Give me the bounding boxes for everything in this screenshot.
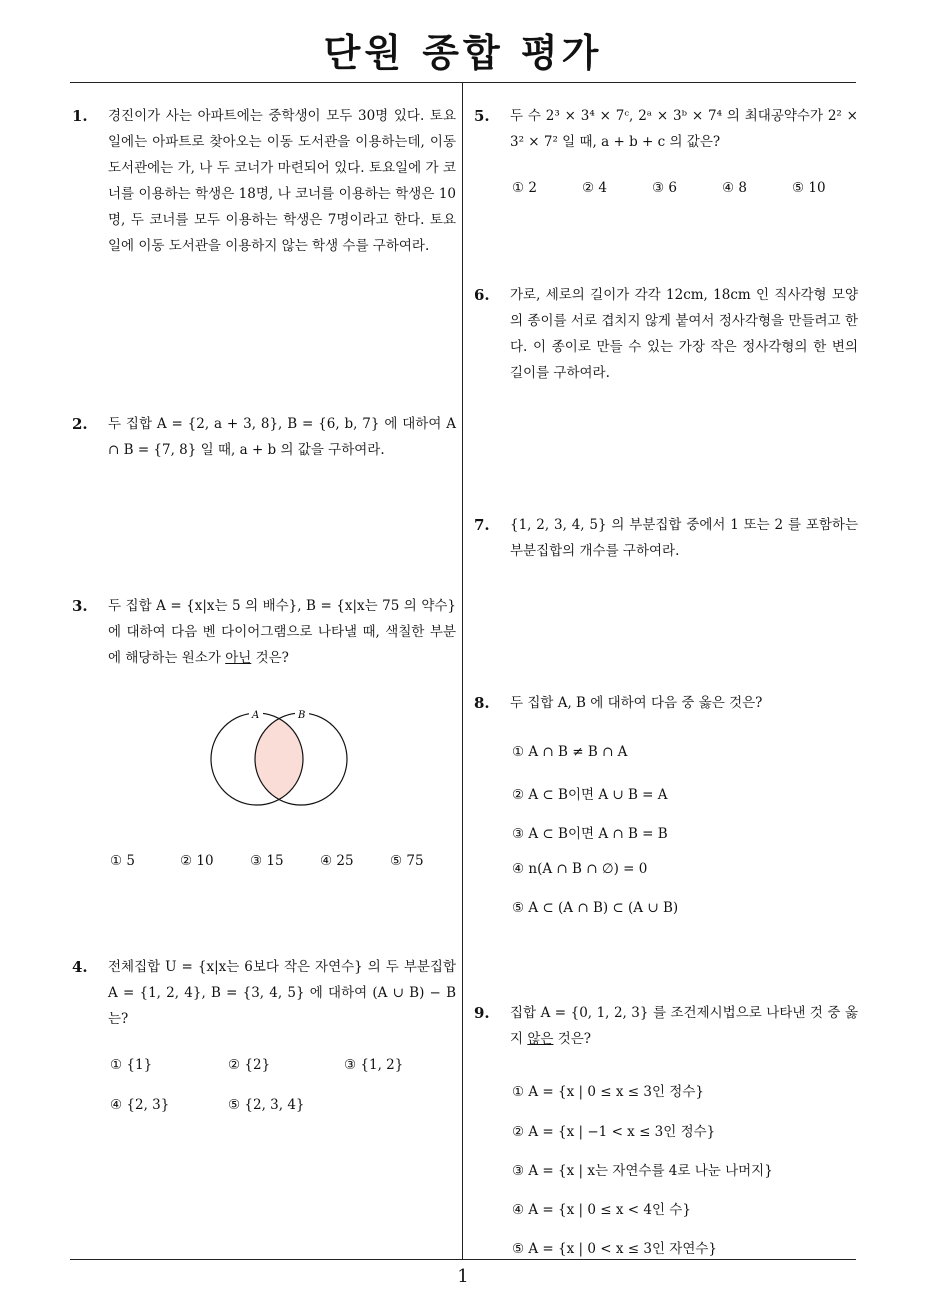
question-3: [72, 593, 456, 671]
column-divider: [462, 83, 463, 1259]
question-2: [72, 411, 456, 463]
choice-item[interactable]: ② 10: [180, 853, 214, 869]
question-number: 3.: [72, 597, 88, 615]
top-rule: [70, 82, 856, 83]
emphasis-underline: 않은: [527, 1031, 554, 1047]
choice-item[interactable]: ③ A = {x | x는 자연수를 4로 나눈 나머지}: [512, 1163, 773, 1179]
choice-item[interactable]: ① {1}: [110, 1057, 153, 1073]
venn-label-a: A: [252, 710, 260, 721]
question-number: 7.: [474, 516, 490, 534]
choice-item[interactable]: ② {2}: [228, 1057, 271, 1073]
question-number: 4.: [72, 958, 88, 976]
venn-label-b: B: [298, 710, 306, 721]
question-text: 전체집합 U = {x|x는 6보다 작은 자연수} 의 두 부분집합 A = {1, 2, 4}, B = {3, 4, 5} 에 대하여 (A ∪ B) − B 는?: [108, 959, 456, 1027]
question-text: {1, 2, 3, 4, 5} 의 부분집합 중에서 1 또는 2 를 포함하는 부분집합의 개수를 구하여라.: [510, 517, 858, 559]
question-number: 2.: [72, 415, 88, 433]
question-number: 9.: [474, 1004, 490, 1022]
choice-item[interactable]: ⑤ A ⊂ (A ∩ B) ⊂ (A ∪ B): [512, 900, 679, 916]
choice-item[interactable]: ② A ⊂ B이면 A ∪ B = A: [512, 787, 668, 803]
question-4: [72, 954, 456, 1032]
choice-item[interactable]: ② 4: [582, 180, 607, 196]
choice-item[interactable]: ④ n(A ∩ B ∩ ∅) = 0: [512, 861, 648, 877]
choice-item[interactable]: ① 2: [512, 180, 537, 196]
choice-item[interactable]: ① 5: [110, 853, 135, 869]
question-text: 경진이가 사는 아파트에는 중학생이 모두 30명 있다. 토요일에는 아파트로 찾아오는 이동 도서관을 이용하는데, 이동 도서관에는 가, 나 두 코너가 마련되어 있다. 토요일에 가 코너를 이용하는 학생은 18명, 나 코너를 이용하는 학생은 10명, 두 코너를 모두 이용하는 학생은 7명이라고 한다. 토요일에 이동 도서관을 이용하지 않는 학생 수를 구하여라.: [108, 108, 456, 254]
question-text: 집합 A = {0, 1, 2, 3} 를 조건제시법으로 나타낸 것 중 옳지 않은 것은?: [510, 1005, 858, 1047]
question-number: 1.: [72, 107, 88, 125]
question-text: 가로, 세로의 길이가 각각 12cm, 18cm 인 직사각형 모양의 종이를 서로 겹치지 않게 붙여서 정사각형을 만들려고 한다. 이 종이로 만들 수 있는 가장 작은 정사각형의 한 변의 길이를 구하여라.: [510, 287, 858, 381]
question-text: 두 집합 A = {2, a + 3, 8}, B = {6, b, 7} 에 대하여 A ∩ B = {7, 8} 일 때, a + b 의 값을 구하여라.: [108, 416, 456, 458]
question-number: 5.: [474, 107, 490, 125]
choice-item[interactable]: ③ {1, 2}: [344, 1057, 404, 1073]
question-text: 두 집합 A = {x|x는 5 의 배수}, B = {x|x는 75 의 약수} 에 대하여 다음 벤 다이어그램으로 나타낼 때, 색칠한 부분에 해당하는 원소가 아닌 것은?: [108, 598, 456, 666]
question-7: [474, 512, 858, 564]
question-text: 두 수 2³ × 3⁴ × 7ᶜ, 2ᵃ × 3ᵇ × 7⁴ 의 최대공약수가 2² × 3² × 7² 일 때, a + b + c 의 값은?: [510, 108, 858, 150]
choice-item[interactable]: ③ 6: [652, 180, 677, 196]
choice-item[interactable]: ⑤ A = {x | 0 < x ≤ 3인 자연수}: [512, 1241, 717, 1257]
choice-item[interactable]: ② A = {x | −1 < x ≤ 3인 정수}: [512, 1124, 716, 1140]
choice-item[interactable]: ① A = {x | 0 ≤ x ≤ 3인 정수}: [512, 1084, 704, 1100]
question-9: [474, 1000, 858, 1052]
venn-diagram: [205, 707, 355, 807]
choice-item[interactable]: ⑤ 10: [792, 180, 826, 196]
page-title: 단원 종합 평가: [323, 31, 603, 75]
choice-item[interactable]: ③ A ⊂ B이면 A ∩ B = B: [512, 826, 668, 842]
choice-item[interactable]: ⑤ {2, 3, 4}: [228, 1097, 305, 1113]
choice-item[interactable]: ④ A = {x | 0 ≤ x < 4인 수}: [512, 1202, 691, 1218]
question-6: [474, 282, 858, 386]
choices-q5: [512, 180, 852, 200]
choice-item[interactable]: ④ {2, 3}: [110, 1097, 170, 1113]
question-text: 두 집합 A, B 에 대하여 다음 중 옳은 것은?: [510, 695, 763, 711]
choices-q3: [110, 853, 450, 873]
question-number: 8.: [474, 694, 490, 712]
choice-item[interactable]: ① A ∩ B ≠ B ∩ A: [512, 744, 628, 760]
choices-q4: [110, 1057, 450, 1117]
bottom-rule: [70, 1259, 856, 1260]
choice-item[interactable]: ⑤ 75: [390, 853, 424, 869]
question-8: [474, 690, 858, 716]
emphasis-underline: 아닌: [225, 650, 252, 666]
choice-item[interactable]: ④ 8: [722, 180, 747, 196]
question-1: [72, 103, 456, 259]
page-number: 1: [457, 1266, 469, 1287]
question-5: [474, 103, 858, 155]
question-number: 6.: [474, 286, 490, 304]
choice-item[interactable]: ④ 25: [320, 853, 354, 869]
choice-item[interactable]: ③ 15: [250, 853, 284, 869]
